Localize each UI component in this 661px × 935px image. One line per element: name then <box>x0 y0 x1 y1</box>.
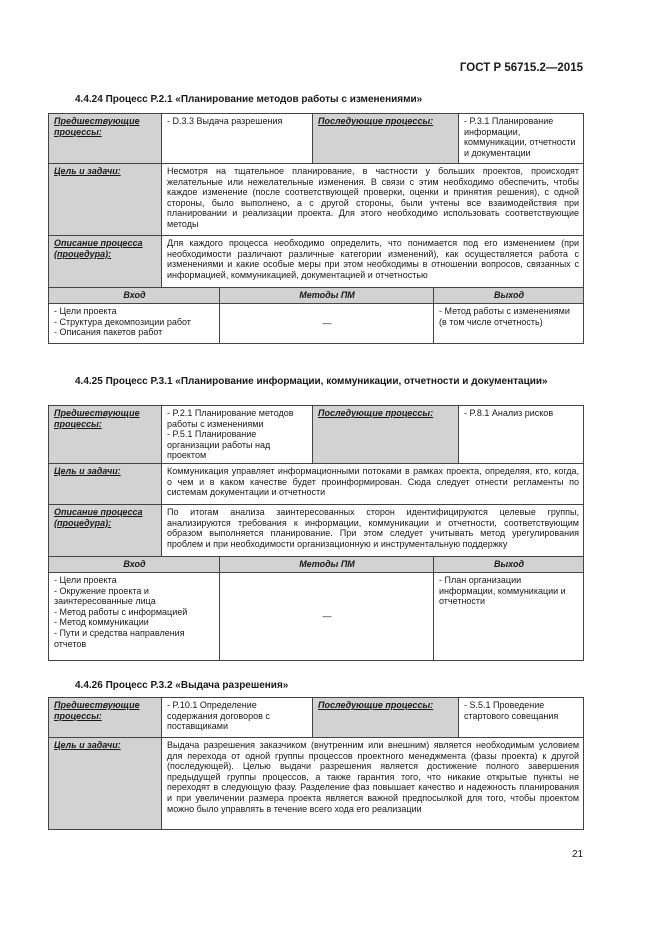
input-list <box>49 572 220 660</box>
output-list <box>434 572 584 660</box>
goals-label: Цель и задачи: <box>49 164 162 236</box>
goals-text: Несмотря на тщательное планирование, в частности у больших проектов, происходят желательные или нежелательные изменения. В связи с этим необходимо обеспечить, чтобы каждое изменение (после соответствующей проверки, оценки и принятия решения), с одной стороны, было выполнено, а с другой стороны, были учтены все взаимодействия при планировании и реализации проекта. Для этого необходимо использовать соответствующие методы <box>162 164 584 236</box>
process-table-p-2-1 <box>48 113 584 344</box>
predecessor-item: - P.2.1 Планирование методов работы с изменениями <box>167 408 294 429</box>
input-item: - Пути и средства направления отчетов <box>54 627 185 649</box>
goals-label: Цель и задачи: <box>49 463 162 504</box>
output-header: Выход <box>434 556 584 572</box>
process-table-p-3-2 <box>48 697 584 830</box>
output-header: Выход <box>434 288 584 304</box>
input-item: - Цели проекта <box>54 574 117 585</box>
goals-text: Коммуникация управляет информационными потоками в рамках проекта, определяя, кто, когда, о чем и в каком качестве будет проинформирован. Сюда следует отнести регламенты по системам документации и отчетности <box>162 463 584 504</box>
predecessors-label: Предшествующие процессы: <box>49 698 162 738</box>
goals-label: Цель и задачи: <box>49 738 162 830</box>
input-item: - Цели проекта <box>54 306 117 316</box>
description-text: Для каждого процесса необходимо определить, что понимается под его изменением (при необходимости различают различные категории изменений), как осуществляется работа с изменениями и какие особые меры при этом необходимы в отношении вопросов, связанных с информацией, коммуникацией, документацией и отчетностью <box>162 236 584 288</box>
predecessor-item: - P.5.1 Планирование организации работы над проектом <box>167 429 271 461</box>
input-item: - Окружение проекта и заинтересованные лица <box>54 585 156 607</box>
methods-header: Методы ПМ <box>220 556 434 572</box>
input-header: Вход <box>49 556 220 572</box>
successors-label: Последующие процессы: <box>313 114 459 164</box>
section-title-4-4-26: 4.4.26 Процесс P.3.2 «Выдача разрешения» <box>75 680 289 691</box>
successors-value: - P.3.1 Планирование информации, коммуникации, отчетности и документации <box>459 114 584 164</box>
section-title-4-4-25: 4.4.25 Процесс P.3.1 «Планирование информации, коммуникации, отчетности и документации» <box>75 376 548 387</box>
predecessors-value: - D.3.3 Выдача разрешения <box>162 114 313 164</box>
page-number: 21 <box>572 849 584 860</box>
predecessors-label: Предшествующие процессы: <box>49 406 162 464</box>
successors-value: - P.8.1 Анализ рисков <box>459 406 584 464</box>
input-item: - Описания пакетов работ <box>54 327 163 338</box>
input-header: Вход <box>49 288 220 304</box>
methods-value: — <box>220 572 434 660</box>
output-list <box>434 304 584 344</box>
predecessors-value <box>162 406 313 464</box>
predecessors-label: Предшествующие процессы: <box>49 114 162 164</box>
description-label: Описание процесса (процедура): <box>49 504 162 556</box>
methods-value: — <box>220 304 434 344</box>
goals-text: Выдача разрешения заказчиком (внутренним или внешним) является необходимым условием для перехода от одной группы процессов проектного менеджмента (фазы проекта) к другой (последующей). Целью выдачи разрешения является достижение полного завершения предыдущей группы процессов, а также гарантия того, что никакие открытые пункты не переходят в следующую фазу. Разделение фаз повышает качество и надежность планирования и при увеличении размера проекта является важной предпосылкой для того, чтобы проектом можно было управлять в течение всего хода его реализации <box>162 738 584 830</box>
process-table-p-3-1 <box>48 405 584 661</box>
input-item: - Структура декомпозиции работ <box>54 316 191 327</box>
input-item: - Метод коммуникации <box>54 617 149 628</box>
section-title-4-4-24: 4.4.24 Процесс P.2.1 «Планирование методов работы с изменениями» <box>75 94 423 105</box>
successors-label: Последующие процессы: <box>313 698 459 738</box>
output-item: - План организации информации, коммуникации и отчетности <box>439 574 566 607</box>
input-item: - Метод работы с информацией <box>54 606 188 617</box>
output-item: - Метод работы с изменениями (в том числе отчетность) <box>439 306 570 327</box>
description-label: Описание процесса (процедура): <box>49 236 162 288</box>
document-code: ГОСТ Р 56715.2—2015 <box>459 62 583 74</box>
description-text: По итогам анализа заинтересованных сторон идентифицируются целевые группы, анализируются требования к информации, коммуникации и отчетности, соответствующим образом выполняется планирование. При этом следует учитывать метод урегулирования проблем и при необходимости организационную и инструментальную поддержку <box>162 504 584 556</box>
input-list <box>49 304 220 344</box>
successors-label: Последующие процессы: <box>313 406 459 464</box>
predecessors-value: - P.10.1 Определение содержания договоров с поставщиками <box>162 698 313 738</box>
successors-value: - S.5.1 Проведение стартового совещания <box>459 698 584 738</box>
methods-header: Методы ПМ <box>220 288 434 304</box>
